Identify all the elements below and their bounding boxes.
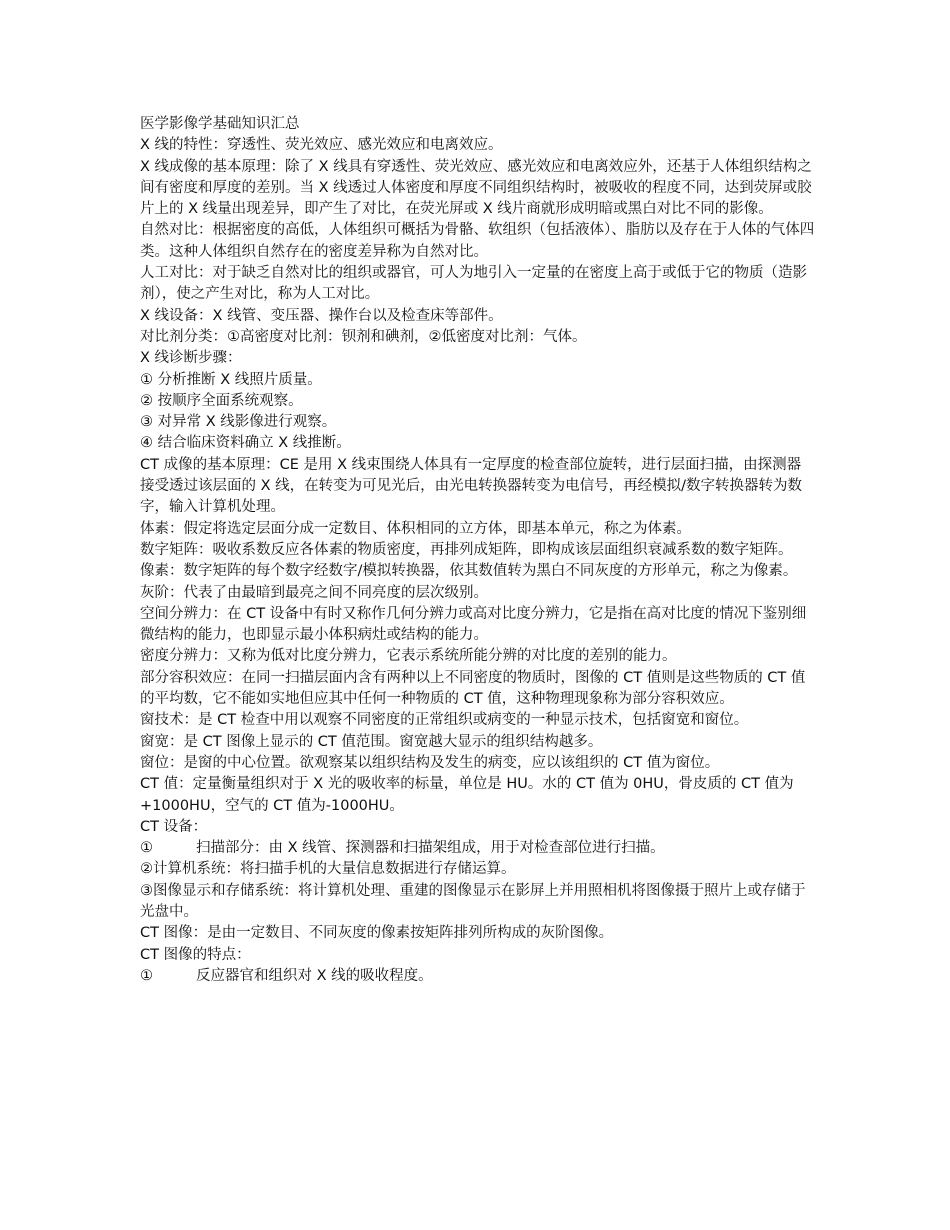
paragraph-xray-imaging-principle: X 线成像的基本原理：除了 X 线具有穿透性、荧光效应、感光效应和电离效应外，还基于人体组织结构之间有密度和厚度的差别。当 X 线透过人体密度和厚度不同组织结构时，被吸收的程度不同，达到荧屏或胶片上的 X 线量出现差异，即产生了对比，在荧光屏或 X 线片商就形成明暗或黑白对比不同的影像。 <box>140 158 812 218</box>
paragraph-ct-image: CT 图像：是由一定数目、不同灰度的像素按矩阵排列所构成的灰阶图像。 <box>140 925 614 942</box>
list-item-number: ① <box>140 967 153 984</box>
paragraph-voxel: 体素：假定将选定层面分成一定数目、体积相同的立方体，即基本单元，称之为体素。 <box>140 520 691 537</box>
paragraph-window-width: 窗宽：是 CT 图像上显示的 CT 值范围。窗宽越大显示的组织结构越多。 <box>140 733 603 750</box>
paragraph-partial-volume-effect: 部分容积效应：在同一扫描层面内含有两种以上不同密度的物质时，图像的 CT 值则是这些物质的 CT 值的平均数，它不能如实地但应其中任何一种物质的 CT 值，这种物理现象称为部分容积效应。 <box>140 669 806 708</box>
paragraph-window-level: 窗位：是窗的中心位置。欲观察某以组织结构及发生的病变，应以该组织的 CT 值为窗位。 <box>140 754 720 771</box>
list-item-text: 扫描部分：由 X 线管、探测器和扫描架组成，用于对检查部位进行扫描。 <box>196 840 665 857</box>
paragraph-pixel: 像素：数字矩阵的每个数字经数字/模拟转换器，依其数值转为黑白不同灰度的方形单元，称之为像素。 <box>140 563 798 580</box>
list-item-absorption <box>140 966 815 987</box>
paragraph-ct-equipment: CT 设备： <box>140 818 208 835</box>
paragraph-natural-contrast: 自然对比：根据密度的高低，人体组织可概括为骨骼、软组织（包括液体）、脂肪以及存在于人体的气体四类。这种人体组织自然存在的密度差异称为自然对比。 <box>140 222 815 260</box>
list-item-step-4: ④ 结合临床资料确立 X 线推断。 <box>140 435 351 452</box>
list-item-number: ① <box>140 840 153 857</box>
list-item-text: 反应器官和组织对 X 线的吸收程度。 <box>196 967 433 984</box>
paragraph-ct-value: CT 值：定量衡量组织对于 X 光的吸收率的标量，单位是 HU。水的 CT 值为 0HU，骨皮质的 CT 值为+1000HU，空气的 CT 值为-1000HU。 <box>140 776 794 814</box>
paragraph-density-resolution: 密度分辨力：又称为低对比度分辨力，它表示系统所能分辨的对比度的差别的能力。 <box>140 648 677 665</box>
document-title: 医学影像学基础知识汇总 <box>140 116 300 132</box>
paragraph-digital-matrix: 数字矩阵：吸收系数反应各体素的物质密度，再排列成矩阵，即构成该层面组织衰减系数的数字矩阵。 <box>140 541 793 558</box>
paragraph-ct-imaging-principle: CT 成像的基本原理：CE 是用 X 线束围绕人体具有一定厚度的检查部位旋转，进行层面扫描，由探测器接受透过该层面的 X 线，在转变为可见光后，由光电转换器转变为电信号，再经模拟/数字转换器转为数字，输入计算机处理。 <box>140 456 803 516</box>
paragraph-xray-equipment: X 线设备：X 线管、变压器、操作台以及检查床等部件。 <box>140 307 503 324</box>
paragraph-contrast-agent-types: 对比剂分类：①高密度对比剂：钡剂和碘剂，②低密度对比剂：气体。 <box>140 328 587 345</box>
list-item-step-2: ② 按顺序全面系统观察。 <box>140 392 303 409</box>
paragraph-artificial-contrast: 人工对比：对于缺乏自然对比的组织或器官，可人为地引入一定量的在密度上高于或低于它的物质（造影剂），使之产生对比，称为人工对比。 <box>140 265 807 303</box>
list-item-step-1: ① 分析推断 X 线照片质量。 <box>140 371 322 388</box>
list-item-step-3: ③ 对异常 X 线影像进行观察。 <box>140 414 337 431</box>
paragraph-spatial-resolution: 空间分辨力：在 CT 设备中有时又称作几何分辨力或高对比度分辨力，它是指在高对比度的情况下鉴别细微结构的能力，也即显示最小体积病灶或结构的能力。 <box>140 605 807 644</box>
list-item-computer-system: ②计算机系统：将扫描手机的大量信息数据进行存储运算。 <box>140 861 516 878</box>
paragraph-xray-properties: X 线的特性：穿透性、荧光效应、感光效应和电离效应。 <box>140 137 503 154</box>
paragraph-xray-diagnosis-steps: X 线诊断步骤： <box>140 350 242 367</box>
paragraph-window-technique: 窗技术：是 CT 检查中用以观察不同密度的正常组织或病变的一种显示技术，包括窗宽和窗位。 <box>140 712 749 729</box>
paragraph-ct-image-features: CT 图像的特点： <box>140 946 251 963</box>
list-item-display-storage-system: ③图像显示和存储系统：将计算机处理、重建的图像显示在影屏上并用照相机将图像摄于照片上或存储于光盘中。 <box>140 882 806 920</box>
list-item-scan-section <box>140 838 815 859</box>
paragraph-gray-scale: 灰阶：代表了由最暗到最亮之间不同亮度的层次级别。 <box>140 584 488 601</box>
document-page <box>140 114 815 987</box>
